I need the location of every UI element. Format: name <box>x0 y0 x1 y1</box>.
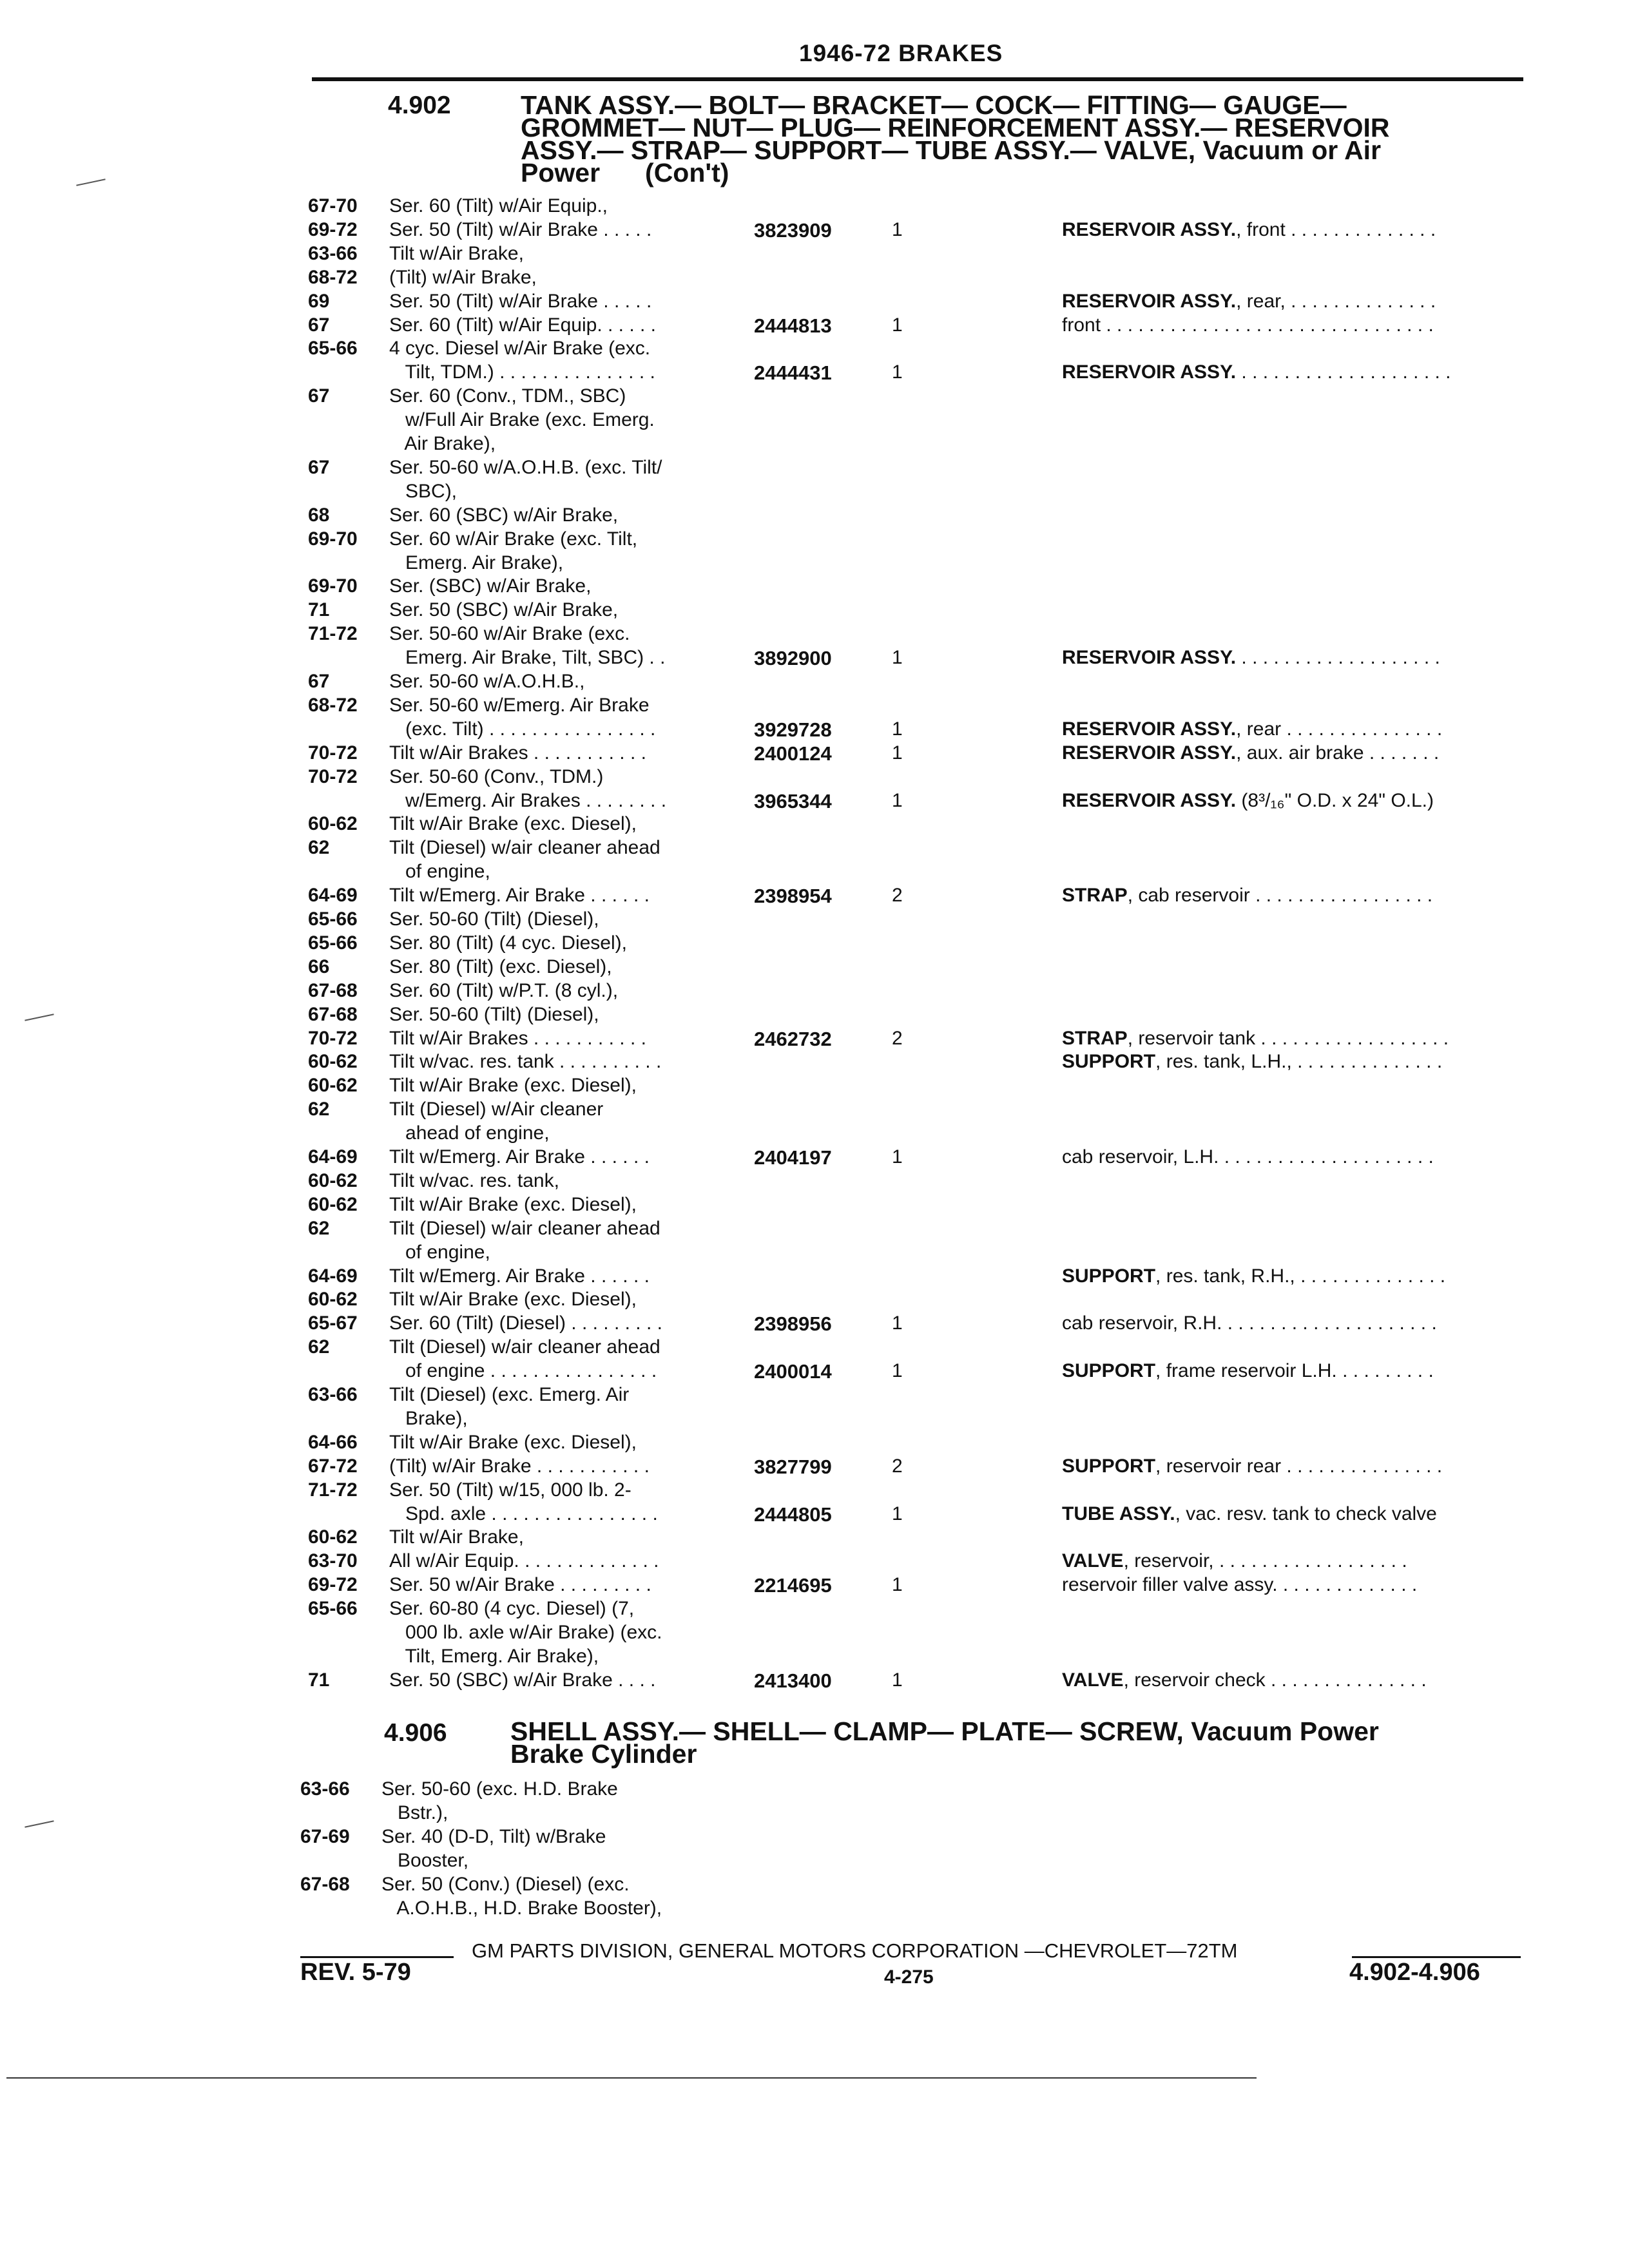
row-part-name <box>1062 1503 1437 1525</box>
row-years: 68 <box>308 505 330 526</box>
row-years: 71-72 <box>308 1479 358 1501</box>
row-description: Tilt (Diesel) w/Air cleaner <box>389 1099 604 1120</box>
row-years: 69 <box>308 291 330 312</box>
section-title-line: SHELL ASSY.— SHELL— CLAMP— PLATE— SCREW, Vacuum Power <box>510 1716 1379 1746</box>
row-years: 60-62 <box>308 1289 358 1310</box>
row-years: 71 <box>308 599 330 620</box>
row-years: 65-66 <box>308 908 358 930</box>
row-years: 69-72 <box>308 1574 358 1595</box>
row-description: Ser. 50 (Tilt) w/Air Brake . . . . . <box>389 291 652 312</box>
row-description: Ser. 50 w/Air Brake . . . . . . . . . <box>389 1574 651 1595</box>
row-part-name <box>1062 1051 1442 1073</box>
row-description: Ser. 60 (Tilt) w/Air Equip. . . . . . <box>389 314 657 336</box>
section-title-line: TANK ASSY.— BOLT— BRACKET— COCK— FITTING— GAUGE— <box>521 90 1347 120</box>
row-part-name <box>1062 1265 1445 1287</box>
row-years: 65-66 <box>308 338 358 359</box>
section-title-line: ASSY.— STRAP— SUPPORT— TUBE ASSY.— VALVE, Vacuum or Air <box>521 135 1382 165</box>
row-years: 71-72 <box>308 623 358 644</box>
row-description: Ser. 60 (Tilt) (Diesel) . . . . . . . . . <box>389 1312 662 1334</box>
row-description: w/Full Air Brake (exc. Emerg. <box>389 409 655 430</box>
row-description: of engine, <box>389 861 490 882</box>
section-4906-title <box>510 1716 1379 1769</box>
row-part-name <box>1062 742 1439 764</box>
row-part-name-rest: , reservoir tank . . . . . . . . . . . . . . . . . . <box>1127 1028 1449 1049</box>
row-description: Ser. 60 (Tilt) w/P.T. (8 cyl.), <box>389 980 619 1001</box>
row-part-name-rest: reservoir filler valve assy. . . . . . . . . . . . . . <box>1062 1574 1418 1595</box>
row-part-name-bold: STRAP <box>1062 1028 1128 1049</box>
row-years: 63-66 <box>308 1384 358 1405</box>
row-description: Ser. 80 (Tilt) (4 cyc. Diesel), <box>389 932 627 954</box>
row-description: Tilt w/Air Brakes . . . . . . . . . . . <box>389 742 646 764</box>
footer-rule-left <box>300 1956 454 1958</box>
row-description: Bstr.), <box>381 1802 448 1823</box>
row-years: 67-68 <box>308 1004 358 1025</box>
row-description: Tilt (Diesel) (exc. Emerg. Air <box>389 1384 630 1405</box>
row-part-number: 2444813 <box>754 314 832 337</box>
scan-edge-line <box>6 2077 1257 2079</box>
row-description: Ser. 60-80 (4 cyc. Diesel) (7, <box>389 1598 635 1619</box>
row-description: Ser. 50-60 (Tilt) (Diesel), <box>389 1004 599 1025</box>
footer-rule-right <box>1352 1956 1521 1958</box>
row-part-name-rest: . . . . . . . . . . . . . . . . . . . <box>1236 647 1440 668</box>
row-years: 68-72 <box>308 267 358 288</box>
row-description: Tilt w/Air Brake (exc. Diesel), <box>389 1075 637 1096</box>
row-description: Tilt w/vac. res. tank, <box>389 1170 559 1191</box>
row-description: Ser. 50 (Conv.) (Diesel) (exc. <box>381 1874 630 1895</box>
row-quantity: 1 <box>892 790 903 811</box>
row-part-name-bold: RESERVOIR ASSY. <box>1062 718 1237 740</box>
row-description: Tilt w/Air Brake (exc. Diesel), <box>389 1194 637 1215</box>
row-years: 70-72 <box>308 1028 358 1049</box>
row-quantity: 1 <box>892 1312 903 1334</box>
row-part-number: 3965344 <box>754 790 832 812</box>
row-part-name-rest: , cab reservoir . . . . . . . . . . . . . . . . . <box>1127 885 1433 906</box>
row-description: Tilt (Diesel) w/air cleaner ahead <box>389 1218 660 1239</box>
row-description: Tilt w/Emerg. Air Brake . . . . . . <box>389 1146 650 1168</box>
section-title-line: Brake Cylinder <box>510 1739 697 1769</box>
row-quantity: 1 <box>892 1574 903 1595</box>
row-quantity: 2 <box>892 1456 903 1477</box>
row-description: Tilt w/vac. res. tank . . . . . . . . . . <box>389 1051 662 1072</box>
row-years: 64-66 <box>308 1432 358 1453</box>
row-part-name-rest: , rear . . . . . . . . . . . . . . . <box>1236 718 1443 740</box>
row-part-name-bold: RESERVOIR ASSY. <box>1062 219 1237 240</box>
row-years: 67-68 <box>300 1874 350 1895</box>
hole-punch-mark <box>24 1014 53 1021</box>
row-part-number: 2413400 <box>754 1669 832 1692</box>
row-quantity: 1 <box>892 361 903 383</box>
row-part-number: 2400014 <box>754 1360 832 1383</box>
row-years: 62 <box>308 1218 330 1239</box>
row-years: 63-70 <box>308 1550 358 1571</box>
row-years: 67-69 <box>300 1826 350 1847</box>
section-4902-code: 4.902 <box>388 91 451 119</box>
row-years: 64-69 <box>308 1146 358 1168</box>
row-description: Emerg. Air Brake, Tilt, SBC) . . <box>389 647 666 668</box>
row-part-name-rest: , vac. resv. tank to check valve <box>1175 1503 1437 1524</box>
row-description: Tilt (Diesel) w/air cleaner ahead <box>389 837 660 858</box>
row-years: 63-66 <box>308 243 358 264</box>
row-quantity: 1 <box>892 1669 903 1691</box>
row-description: Ser. 50 (SBC) w/Air Brake, <box>389 599 619 620</box>
section-title-cont: (Con't) <box>645 158 729 187</box>
row-part-number: 3892900 <box>754 647 832 669</box>
row-part-name-bold: RESERVOIR ASSY. <box>1062 790 1237 811</box>
row-description: Ser. 50-60 w/A.O.H.B. (exc. Tilt/ <box>389 457 662 478</box>
section-title-power: Power <box>521 158 601 187</box>
row-part-name <box>1062 647 1440 669</box>
row-part-name-rest: , aux. air brake . . . . . . . <box>1236 742 1440 764</box>
row-years: 71 <box>308 1669 330 1691</box>
row-description: ahead of engine, <box>389 1122 550 1144</box>
row-part-name <box>1062 1146 1434 1168</box>
row-part-name-rest: . . . . . . . . . . . . . . . . . . . . <box>1236 361 1451 383</box>
row-years: 60-62 <box>308 1526 358 1548</box>
row-part-number: 2404197 <box>754 1146 832 1169</box>
row-description: Emerg. Air Brake), <box>389 552 564 573</box>
row-description: Ser. 60 w/Air Brake (exc. Tilt, <box>389 528 638 550</box>
row-years: 62 <box>308 1336 330 1358</box>
row-description: Ser. 80 (Tilt) (exc. Diesel), <box>389 956 612 977</box>
row-part-name-rest: , front . . . . . . . . . . . . . . <box>1236 219 1436 240</box>
row-quantity: 2 <box>892 885 903 906</box>
row-description: 000 lb. axle w/Air Brake) (exc. <box>389 1622 662 1643</box>
row-years: 67 <box>308 671 330 692</box>
row-description: Spd. axle . . . . . . . . . . . . . . . . <box>389 1503 658 1524</box>
row-part-number: 2214695 <box>754 1574 832 1597</box>
footer-corporation-line: GM PARTS DIVISION, GENERAL MOTORS CORPORATION —CHEVROLET—72TM <box>472 1939 1238 1962</box>
row-years: 66 <box>308 956 330 977</box>
page-number: 4-275 <box>884 1966 934 1988</box>
row-quantity: 1 <box>892 742 903 764</box>
row-part-name-bold: RESERVOIR ASSY. <box>1062 361 1237 383</box>
row-quantity: 1 <box>892 314 903 336</box>
row-years: 62 <box>308 837 330 858</box>
row-years: 65-66 <box>308 1598 358 1619</box>
section-title-line <box>521 158 1390 187</box>
row-years: 70-72 <box>308 742 358 764</box>
row-years: 67-72 <box>308 1456 358 1477</box>
row-part-name-bold: VALVE <box>1062 1669 1124 1691</box>
row-part-number: 3929728 <box>754 718 832 741</box>
row-part-name-bold: SUPPORT <box>1062 1456 1156 1477</box>
row-part-number: 2398954 <box>754 885 832 907</box>
row-part-name <box>1062 1028 1449 1050</box>
row-part-name-rest: cab reservoir, R.H. . . . . . . . . . . . . . . . . . . . . <box>1062 1312 1437 1334</box>
row-years: 60-62 <box>308 1075 358 1096</box>
row-part-name-bold: RESERVOIR ASSY. <box>1062 742 1237 764</box>
row-description: Ser. 50-60 (Conv., TDM.) <box>389 766 604 787</box>
row-part-name-rest: (8³/₁₆" O.D. x 24" O.L.) <box>1236 790 1434 811</box>
row-part-number: 2462732 <box>754 1028 832 1050</box>
section-4902-title <box>521 90 1390 187</box>
revision-label: REV. 5-79 <box>300 1959 411 1986</box>
row-years: 60-62 <box>308 1170 358 1191</box>
row-description: Ser. 50 (SBC) w/Air Brake . . . . <box>389 1669 656 1691</box>
hole-punch-mark <box>76 178 105 186</box>
row-description: Booster, <box>381 1850 469 1871</box>
row-years: 60-62 <box>308 1051 358 1072</box>
row-part-name-rest: front . . . . . . . . . . . . . . . . . . . . . . . . . . . . . . . <box>1062 314 1434 336</box>
row-description: 4 cyc. Diesel w/Air Brake (exc. <box>389 338 651 359</box>
row-part-name-bold: RESERVOIR ASSY. <box>1062 291 1237 312</box>
row-years: 67-68 <box>308 980 358 1001</box>
row-description: Ser. 60 (Tilt) w/Air Equip., <box>389 195 608 216</box>
row-description: Ser. 50-60 (exc. H.D. Brake <box>381 1778 618 1800</box>
row-description: (exc. Tilt) . . . . . . . . . . . . . . . . <box>389 718 656 740</box>
row-description: of engine . . . . . . . . . . . . . . . . <box>389 1360 657 1381</box>
row-years: 60-62 <box>308 813 358 834</box>
row-description: Tilt w/Emerg. Air Brake . . . . . . <box>389 1265 650 1287</box>
row-quantity: 1 <box>892 1360 903 1381</box>
row-part-number: 2444805 <box>754 1503 832 1526</box>
row-part-name-bold: TUBE ASSY. <box>1062 1503 1175 1524</box>
row-description: Ser. 60 (Conv., TDM., SBC) <box>389 385 626 407</box>
row-description: A.O.H.B., H.D. Brake Booster), <box>381 1898 662 1919</box>
row-years: 67 <box>308 457 330 478</box>
row-part-name <box>1062 361 1451 383</box>
row-description: All w/Air Equip. . . . . . . . . . . . . . <box>389 1550 659 1571</box>
row-part-name <box>1062 1669 1427 1691</box>
row-quantity: 1 <box>892 219 903 240</box>
row-part-name <box>1062 1456 1442 1477</box>
section-4906-code: 4.906 <box>384 1719 447 1747</box>
row-years: 68-72 <box>308 695 358 716</box>
row-part-name-rest: cab reservoir, L.H. . . . . . . . . . . . . . . . . . . . . <box>1062 1146 1434 1168</box>
row-part-name <box>1062 314 1434 336</box>
hole-punch-mark <box>24 1820 53 1828</box>
section-range: 4.902-4.906 <box>1349 1959 1480 1986</box>
row-description: Tilt w/Air Brake (exc. Diesel), <box>389 1289 637 1310</box>
row-description: Ser. 50 (Tilt) w/15, 000 lb. 2- <box>389 1479 631 1501</box>
row-part-name-rest: , res. tank, L.H., . . . . . . . . . . . . . . <box>1155 1051 1443 1072</box>
row-quantity: 1 <box>892 1146 903 1168</box>
header-rule <box>312 77 1523 81</box>
row-description: Ser. 50-60 w/A.O.H.B., <box>389 671 585 692</box>
row-part-name-rest: , res. tank, R.H., . . . . . . . . . . . . . . <box>1155 1265 1446 1287</box>
row-part-name-bold: RESERVOIR ASSY. <box>1062 647 1237 668</box>
row-description: Tilt w/Air Brake (exc. Diesel), <box>389 813 637 834</box>
row-description: (Tilt) w/Air Brake . . . . . . . . . . . <box>389 1456 650 1477</box>
row-description: Air Brake), <box>389 433 496 454</box>
row-years: 65-66 <box>308 932 358 954</box>
row-description: Ser. 40 (D-D, Tilt) w/Brake <box>381 1826 606 1847</box>
row-description: w/Emerg. Air Brakes . . . . . . . . <box>389 790 667 811</box>
row-description: Ser. 50-60 (Tilt) (Diesel), <box>389 908 599 930</box>
row-description: Ser. 60 (SBC) w/Air Brake, <box>389 505 619 526</box>
row-description: Tilt w/Emerg. Air Brake . . . . . . <box>389 885 650 906</box>
row-part-name-rest: , reservoir rear . . . . . . . . . . . . . . . <box>1155 1456 1443 1477</box>
row-years: 67-70 <box>308 195 358 216</box>
row-years: 67 <box>308 314 330 336</box>
row-part-name-bold: SUPPORT <box>1062 1360 1156 1381</box>
row-part-name-bold: SUPPORT <box>1062 1265 1156 1287</box>
row-part-number: 2444431 <box>754 361 832 384</box>
row-years: 64-69 <box>308 1265 358 1287</box>
row-description: Ser. 50 (Tilt) w/Air Brake . . . . . <box>389 219 652 240</box>
row-part-number: 2398956 <box>754 1312 832 1335</box>
row-part-name <box>1062 1574 1417 1596</box>
row-part-name <box>1062 1312 1437 1334</box>
row-part-number: 3827799 <box>754 1456 832 1478</box>
row-part-number: 2400124 <box>754 742 832 765</box>
row-part-number: 3823909 <box>754 219 832 242</box>
row-quantity: 1 <box>892 1503 903 1524</box>
row-part-name-rest: , reservoir, . . . . . . . . . . . . . . . . . . <box>1123 1550 1407 1571</box>
row-description: Ser. (SBC) w/Air Brake, <box>389 575 592 597</box>
row-years: 67 <box>308 385 330 407</box>
row-years: 70-72 <box>308 766 358 787</box>
row-part-name-rest: , frame reservoir L.H. . . . . . . . . . <box>1155 1360 1434 1381</box>
row-part-name <box>1062 1550 1407 1572</box>
row-years: 63-66 <box>300 1778 350 1800</box>
row-description: (Tilt) w/Air Brake, <box>389 267 537 288</box>
row-part-name <box>1062 291 1436 312</box>
page-title: 1946-72 BRAKES <box>799 40 1003 66</box>
row-description: Tilt, TDM.) . . . . . . . . . . . . . . . <box>389 361 655 383</box>
row-years: 69-72 <box>308 219 358 240</box>
row-part-name <box>1062 790 1434 812</box>
row-years: 60-62 <box>308 1194 358 1215</box>
row-description: Brake), <box>389 1408 468 1429</box>
row-description: Ser. 50-60 w/Air Brake (exc. <box>389 623 630 644</box>
row-part-name <box>1062 1360 1434 1382</box>
row-description: Tilt (Diesel) w/air cleaner ahead <box>389 1336 660 1358</box>
row-part-name <box>1062 219 1436 241</box>
row-years: 65-67 <box>308 1312 358 1334</box>
row-description: of engine, <box>389 1242 490 1263</box>
row-years: 69-70 <box>308 528 358 550</box>
row-quantity: 1 <box>892 718 903 740</box>
row-description: Tilt w/Air Brake, <box>389 243 524 264</box>
row-part-name-bold: STRAP <box>1062 885 1128 906</box>
row-part-name-rest: , reservoir check . . . . . . . . . . . . . . . <box>1123 1669 1427 1691</box>
row-years: 69-70 <box>308 575 358 597</box>
row-description: Tilt w/Air Brake, <box>389 1526 524 1548</box>
row-years: 64-69 <box>308 885 358 906</box>
row-years: 62 <box>308 1099 330 1120</box>
row-part-name-rest: , rear, . . . . . . . . . . . . . . <box>1236 291 1436 312</box>
row-quantity: 2 <box>892 1028 903 1049</box>
row-part-name-bold: VALVE <box>1062 1550 1124 1571</box>
row-description: Tilt w/Air Brakes . . . . . . . . . . . <box>389 1028 646 1049</box>
row-part-name <box>1062 718 1442 740</box>
section-title-line: GROMMET— NUT— PLUG— REINFORCEMENT ASSY.— RESERVOIR <box>521 113 1390 142</box>
row-part-name-bold: SUPPORT <box>1062 1051 1156 1072</box>
row-description: SBC), <box>389 481 458 502</box>
row-description: Ser. 50-60 w/Emerg. Air Brake <box>389 695 650 716</box>
row-part-name <box>1062 885 1432 907</box>
row-description: Tilt w/Air Brake (exc. Diesel), <box>389 1432 637 1453</box>
row-quantity: 1 <box>892 647 903 668</box>
row-description: Tilt, Emerg. Air Brake), <box>389 1646 599 1667</box>
